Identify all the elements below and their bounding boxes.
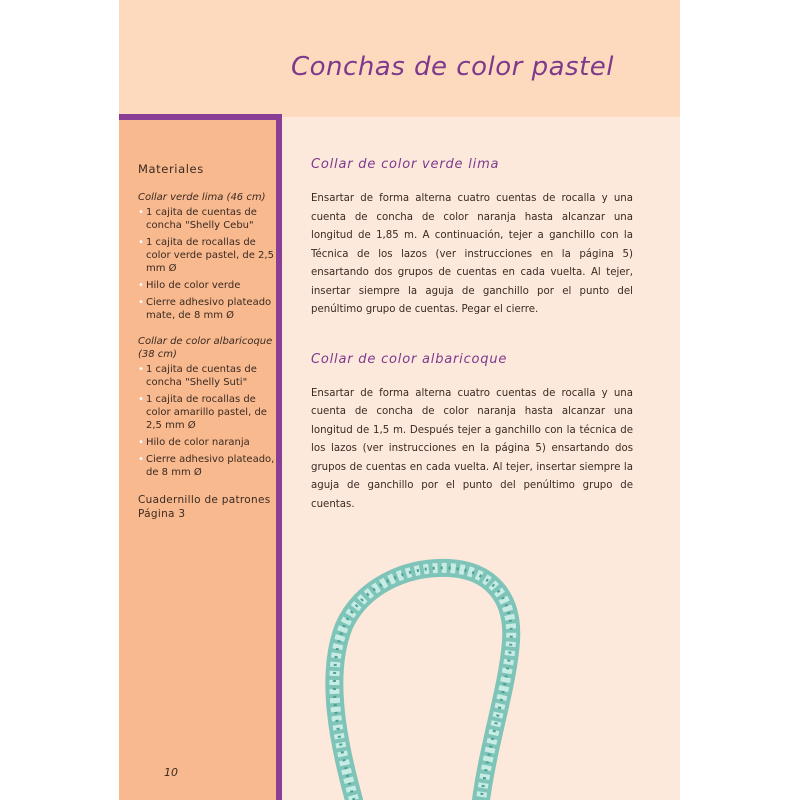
- materials-heading: Materiales: [138, 162, 204, 176]
- section-title: Collar de color verde lima: [311, 157, 500, 172]
- section-body: Ensartar de forma alterna cuatro cuentas de rocalla y una cuenta de concha de color naranja hasta alcanzar una longitud de 1,85 m. A continuación, tejer a ganchillo con la Técnica de los lazos (ver instrucciones en la página 5) ensartando dos grupos de cuentas en cada vuelta. Al tejer, insertar siempre la aguja de ganchillo por el punto del penúltimo grupo de cuentas. Pegar el cierre.: [311, 193, 633, 315]
- section-title: Collar de color albaricoque: [311, 351, 508, 367]
- document-page: [119, 0, 680, 800]
- bullet-icon: •: [138, 207, 144, 218]
- bullet-icon: •: [138, 280, 144, 291]
- material-item: • 1 cajita de cuentas de concha "Shelly Cebu": [138, 207, 257, 231]
- material-group: [138, 206, 276, 322]
- material-item: • 1 cajita de rocallas de color amarillo pastel, de 2,5 mm Ø: [138, 394, 267, 431]
- group-subtitle: Collar verde lima (46 cm): [138, 192, 266, 203]
- material-item: • Cierre adhesivo plateado, de 8 mm Ø: [138, 454, 275, 478]
- bullet-icon: •: [138, 437, 144, 448]
- material-item: • 1 cajita de rocallas de color verde pastel, de 2,5 mm Ø: [138, 237, 274, 274]
- pattern-reference: [138, 493, 276, 521]
- bullet-icon: •: [138, 364, 144, 375]
- material-item: • Cierre adhesivo plateado mate, de 8 mm Ø: [138, 297, 272, 321]
- materials-list: [138, 163, 276, 521]
- page-title: Conchas de color pastel: [290, 52, 614, 82]
- bullet-icon: •: [138, 237, 144, 248]
- page-number: 10: [164, 766, 178, 779]
- material-item: • Hilo de color naranja: [138, 437, 250, 448]
- bullet-icon: •: [138, 454, 144, 465]
- divider-vertical: [276, 114, 282, 800]
- group-subtitle: Collar de color albaricoque (38 cm): [138, 336, 273, 360]
- instructions-column: [311, 157, 633, 546]
- bullet-icon: •: [138, 394, 144, 405]
- divider-horizontal: [119, 114, 282, 120]
- necklace-photo: [299, 556, 589, 800]
- material-group: [138, 363, 276, 479]
- bullet-icon: •: [138, 297, 144, 308]
- material-item: • 1 cajita de cuentas de concha "Shelly Suti": [138, 364, 257, 388]
- pattern-booklet-label: Cuadernillo de patrones: [138, 494, 271, 506]
- pattern-page-label: Página 3: [138, 508, 186, 520]
- material-item: • Hilo de color verde: [138, 280, 241, 291]
- section-body: Ensartar de forma alterna cuatro cuentas de rocalla y una cuenta de concha de color naranja hasta alcanzar una longitud de 1,5 m. Después tejer a ganchillo con la técnica de los lazos (ver instrucciones en la página 5) ensartando dos grupos de cuentas en cada vuelta. Al tejer, insertar siempre la aguja de ganchillo por el punto del penúltimo grupo de cuentas.: [311, 387, 633, 510]
